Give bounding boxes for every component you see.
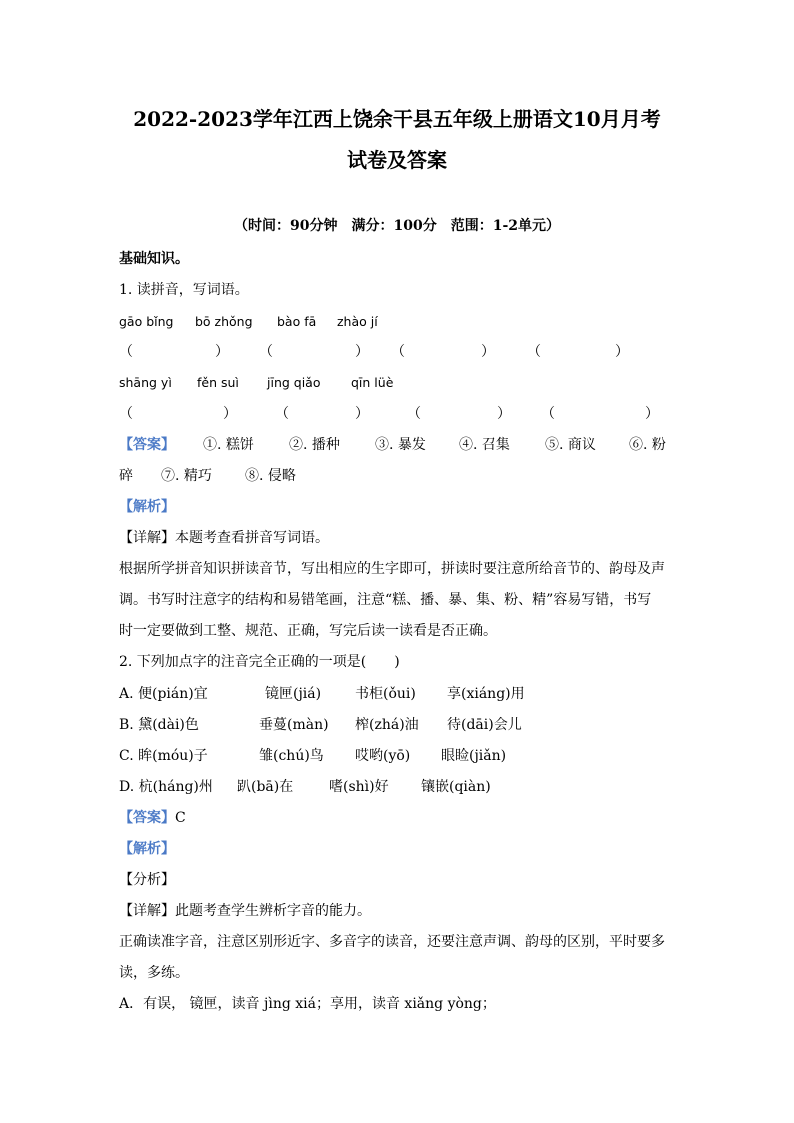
fenxi-label: 【分析】 <box>119 872 175 888</box>
pinyin-item: bō zhǒng <box>195 314 253 329</box>
document-title-line1: 2022-2023学年江西上饶余干县五年级上册语文10月月考 <box>133 107 661 131</box>
blank-close: ） <box>497 406 511 422</box>
pinyin-item: gāo bǐng <box>119 314 174 329</box>
option-item: 嗜(shì)好 <box>329 779 389 795</box>
pinyin-item: shāng yì <box>119 375 172 390</box>
question-1-prompt: 1. 读拼音，写词语。 <box>119 282 249 298</box>
pinyin-item: zhào jí <box>337 314 378 329</box>
detail-label: 【详解】 <box>119 903 175 919</box>
blank-open: （ <box>275 406 289 422</box>
answer-item: ⑧. 侵略 <box>245 468 296 484</box>
analysis-label: 【解析】 <box>119 499 175 515</box>
option-item: 享(xiáng)用 <box>447 686 525 702</box>
explanation-line: 时一定要做到工整、规范、正确，写完后读一读看是否正确。 <box>119 623 497 639</box>
answer-item: ⑦. 精巧 <box>161 468 212 484</box>
answer-item: ③. 暴发 <box>375 437 426 453</box>
pinyin-item: bào fā <box>277 314 317 329</box>
answer-item: ⑥. 粉 <box>629 437 666 453</box>
section-heading: 基础知识。 <box>119 251 189 267</box>
blank-open: （ <box>119 344 133 360</box>
blank-close: ） <box>615 344 629 360</box>
explanation-line: 正确读准字音，注意区别形近字、多音字的读音，还要注意声调、韵母的区别，平时要多 <box>119 934 665 950</box>
detail-paragraph <box>119 901 371 921</box>
blank-open: （ <box>541 406 555 422</box>
option-item: A. 便(pián)宜 <box>119 686 208 702</box>
blank-close: ） <box>355 406 369 422</box>
option-item: 趴(bā)在 <box>237 779 294 795</box>
option-item: 待(dāi)会儿 <box>447 717 522 733</box>
option-item: 榨(zhá)油 <box>355 717 419 733</box>
blank-open: （ <box>259 344 273 360</box>
detail-text: 此题考查学生辨析字音的能力。 <box>175 903 371 919</box>
option-item: 哎哟(yō) <box>355 748 411 764</box>
question-2-answer <box>119 808 186 828</box>
pinyin-item: jīng qiǎo <box>267 375 321 390</box>
blank-close: ） <box>223 406 237 422</box>
option-item: 雏(chú)鸟 <box>259 748 324 764</box>
detail-paragraph <box>119 528 329 548</box>
option-item: 镜匣(jiá) <box>265 686 322 702</box>
answer-item: ⑤. 商议 <box>545 437 596 453</box>
blank-close: ） <box>215 344 229 360</box>
question-2-prompt: 2. 下列加点字的注音完全正确的一项是( ) <box>119 654 400 670</box>
answer-item: 碎 <box>119 468 133 484</box>
option-item: 眼睑(jiǎn) <box>441 748 507 764</box>
answer-value: C <box>175 810 186 826</box>
detail-text: 本题考查看拼音写词语。 <box>175 530 329 546</box>
answer-item: ④. 召集 <box>459 437 510 453</box>
option-a-explanation: A．有误， 镜匣，读音 jìng xiá；享用，读音 xiǎng yòng； <box>119 996 496 1012</box>
exam-info-subtitle: （时间：90分钟 满分：100分 范围：1-2单元） <box>234 218 560 234</box>
blank-close: ） <box>481 344 495 360</box>
explanation-line: 调。书写时注意字的结构和易错笔画，注意“糕、播、暴、集、粉、精”容易写错，书写 <box>119 592 652 608</box>
pinyin-item: qīn lüè <box>351 375 394 390</box>
detail-label: 【详解】 <box>119 530 175 546</box>
option-item: B. 黛(dài)色 <box>119 717 199 733</box>
answer-item: ②. 播种 <box>289 437 340 453</box>
document-title-line2: 试卷及答案 <box>347 148 447 172</box>
blank-open: （ <box>527 344 541 360</box>
pinyin-item: fěn suì <box>197 375 239 390</box>
option-item: D. 杭(háng)州 <box>119 779 213 795</box>
answer-item: ①. 糕饼 <box>203 437 254 453</box>
explanation-line: 根据所学拼音知识拼读音节，写出相应的生字即可，拼读时要注意所给音节的、韵母及声 <box>119 561 665 577</box>
answer-label: 【答案】 <box>119 437 175 453</box>
answer-label: 【答案】 <box>119 810 175 826</box>
explanation-line: 读，多练。 <box>119 965 189 981</box>
option-item: 镶嵌(qiàn) <box>421 779 491 795</box>
blank-close: ） <box>355 344 369 360</box>
blank-open: （ <box>119 406 133 422</box>
option-item: 垂蔓(màn) <box>259 717 329 733</box>
option-item: C. 眸(móu)子 <box>119 748 208 764</box>
blank-close: ） <box>645 406 659 422</box>
option-item: 书柜(ǒui) <box>355 686 416 702</box>
blank-open: （ <box>391 344 405 360</box>
blank-open: （ <box>407 406 421 422</box>
analysis-label: 【解析】 <box>119 841 175 857</box>
